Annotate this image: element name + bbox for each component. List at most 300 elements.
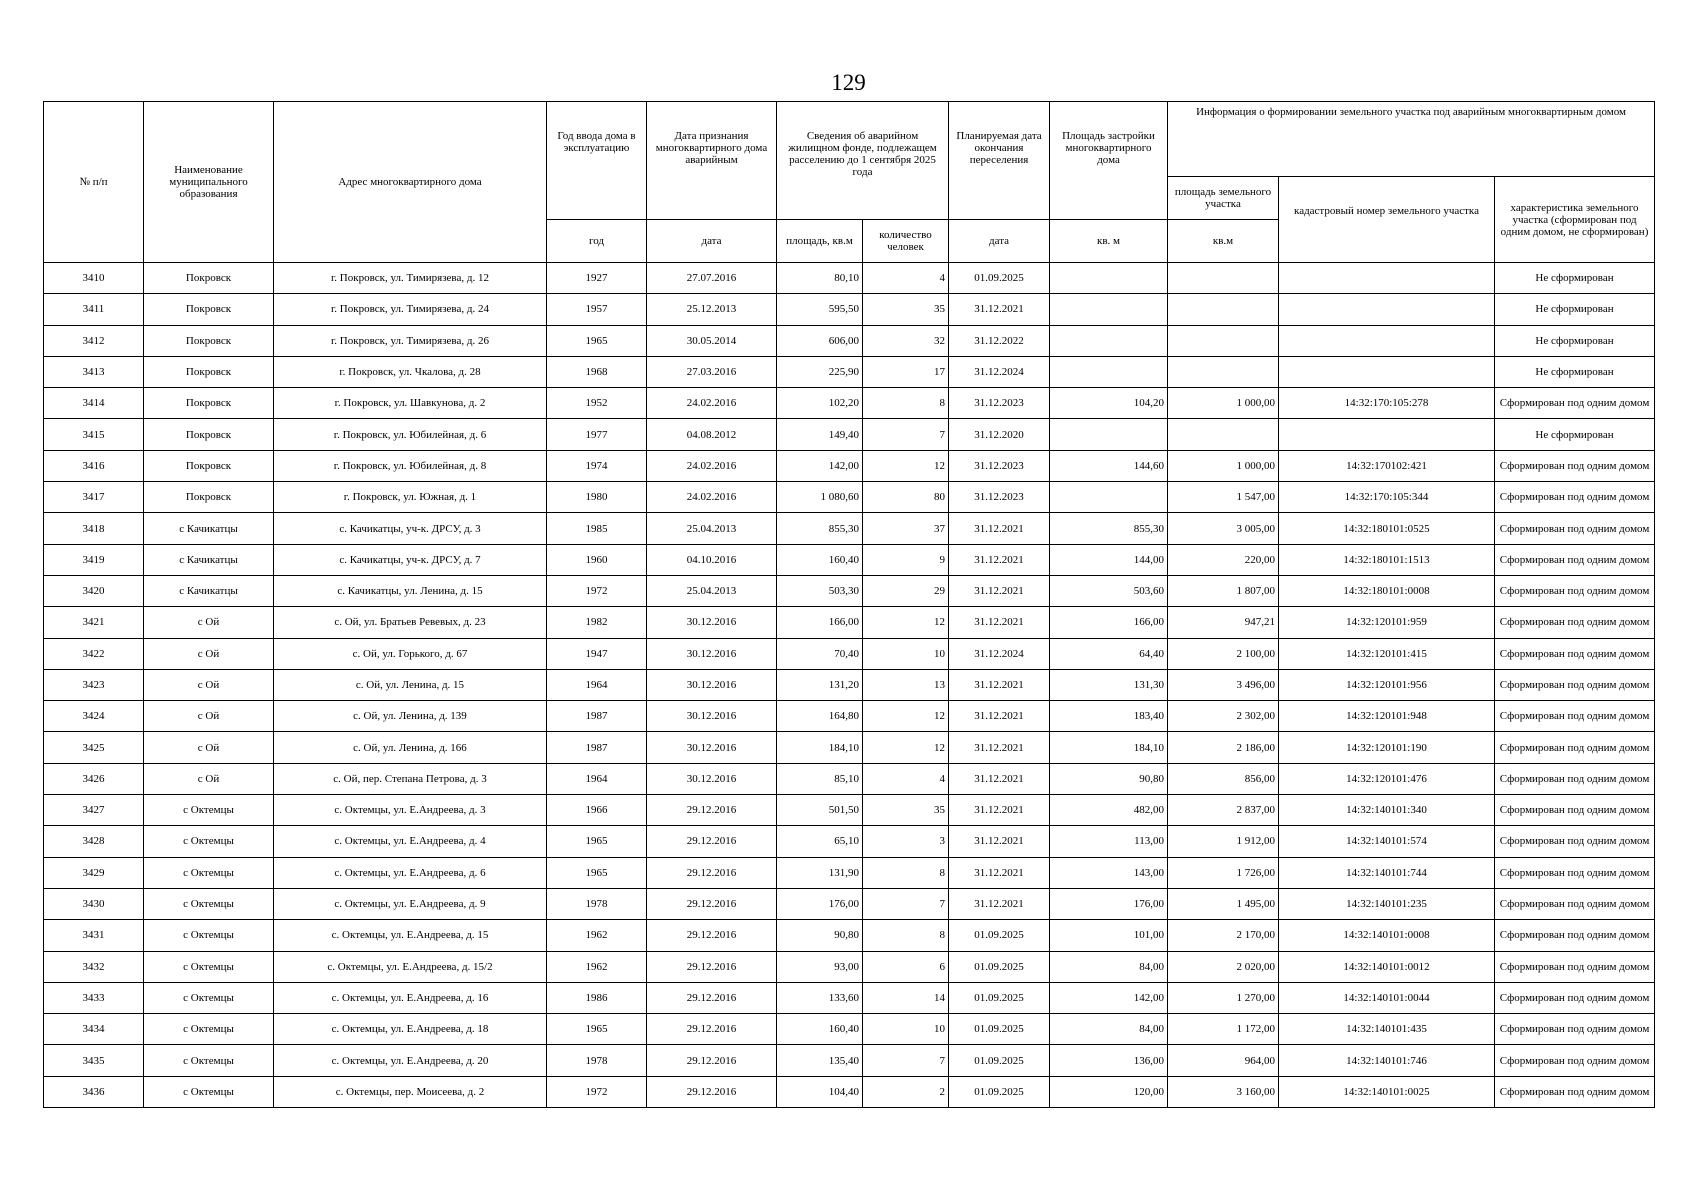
cell-people: 12 xyxy=(863,701,949,732)
cell-year: 1927 xyxy=(547,263,647,294)
cell-date: 25.04.2013 xyxy=(647,513,777,544)
cell-people: 12 xyxy=(863,450,949,481)
cell-people: 35 xyxy=(863,294,949,325)
cell-date: 27.03.2016 xyxy=(647,356,777,387)
cell-year: 1978 xyxy=(547,1045,647,1076)
cell-land-area xyxy=(1168,294,1279,325)
cell-date: 29.12.2016 xyxy=(647,1014,777,1045)
cell-cadastral: 14:32:120101:959 xyxy=(1279,607,1495,638)
cell-cadastral: 14:32:180101:0525 xyxy=(1279,513,1495,544)
cell-planned: 31.12.2021 xyxy=(949,669,1050,700)
cell-area: 93,00 xyxy=(777,951,863,982)
cell-no: 3423 xyxy=(44,669,144,700)
cell-planned: 31.12.2024 xyxy=(949,356,1050,387)
cell-land-area xyxy=(1168,419,1279,450)
cell-characteristic: Сформирован под одним домом xyxy=(1495,1076,1655,1107)
cell-address: с. Ой, ул. Горького, д. 67 xyxy=(274,638,547,669)
cell-municipality: с Октемцы xyxy=(144,920,274,951)
cell-address: с. Октемцы, ул. Е.Андреева, д. 4 xyxy=(274,826,547,857)
cell-planned: 01.09.2025 xyxy=(949,1045,1050,1076)
cell-no: 3421 xyxy=(44,607,144,638)
cell-characteristic: Сформирован под одним домом xyxy=(1495,982,1655,1013)
cell-address: с. Октемцы, ул. Е.Андреева, д. 6 xyxy=(274,857,547,888)
cell-address: с. Качикатцы, ул. Ленина, д. 15 xyxy=(274,575,547,606)
cell-characteristic: Сформирован под одним домом xyxy=(1495,888,1655,919)
cell-people: 7 xyxy=(863,1045,949,1076)
cell-planned: 31.12.2023 xyxy=(949,450,1050,481)
cell-cadastral: 14:32:170102:421 xyxy=(1279,450,1495,481)
cell-cadastral: 14:32:120101:415 xyxy=(1279,638,1495,669)
cell-no: 3412 xyxy=(44,325,144,356)
header-planned-date: Планируемая дата окончания переселения xyxy=(949,102,1050,220)
emergency-housing-table xyxy=(43,101,1655,1108)
cell-address: с. Октемцы, ул. Е.Андреева, д. 20 xyxy=(274,1045,547,1076)
cell-land-area: 1 547,00 xyxy=(1168,482,1279,513)
cell-date: 25.04.2013 xyxy=(647,575,777,606)
cell-address: с. Октемцы, ул. Е.Андреева, д. 3 xyxy=(274,795,547,826)
cell-date: 29.12.2016 xyxy=(647,1076,777,1107)
cell-land-area xyxy=(1168,356,1279,387)
cell-building-area: 482,00 xyxy=(1050,795,1168,826)
table-row xyxy=(44,325,1655,356)
cell-building-area xyxy=(1050,419,1168,450)
cell-land-area: 2 100,00 xyxy=(1168,638,1279,669)
cell-building-area: 144,00 xyxy=(1050,544,1168,575)
cell-municipality: с Ой xyxy=(144,701,274,732)
cell-address: с. Ой, пер. Степана Петрова, д. 3 xyxy=(274,763,547,794)
cell-no: 3427 xyxy=(44,795,144,826)
header-year-built: Год ввода дома в эксплуатацию xyxy=(547,102,647,220)
cell-municipality: Покровск xyxy=(144,325,274,356)
table-row xyxy=(44,450,1655,481)
cell-building-area xyxy=(1050,482,1168,513)
cell-date: 24.02.2016 xyxy=(647,450,777,481)
cell-people: 10 xyxy=(863,1014,949,1045)
cell-people: 4 xyxy=(863,763,949,794)
cell-planned: 31.12.2021 xyxy=(949,795,1050,826)
cell-year: 1980 xyxy=(547,482,647,513)
cell-area: 503,30 xyxy=(777,575,863,606)
cell-building-area: 64,40 xyxy=(1050,638,1168,669)
cell-characteristic: Сформирован под одним домом xyxy=(1495,544,1655,575)
cell-building-area: 84,00 xyxy=(1050,1014,1168,1045)
cell-cadastral: 14:32:120101:190 xyxy=(1279,732,1495,763)
cell-building-area: 184,10 xyxy=(1050,732,1168,763)
cell-municipality: с Октемцы xyxy=(144,1014,274,1045)
cell-land-area: 2 186,00 xyxy=(1168,732,1279,763)
cell-year: 1974 xyxy=(547,450,647,481)
cell-municipality: с Ой xyxy=(144,732,274,763)
cell-no: 3431 xyxy=(44,920,144,951)
cell-year: 1965 xyxy=(547,826,647,857)
header-land-info: Информация о формировании земельного участка под аварийным многоквартирным домом xyxy=(1168,102,1655,177)
cell-cadastral: 14:32:180101:0008 xyxy=(1279,575,1495,606)
cell-planned: 01.09.2025 xyxy=(949,1076,1050,1107)
cell-building-area: 131,30 xyxy=(1050,669,1168,700)
cell-cadastral: 14:32:140101:0008 xyxy=(1279,920,1495,951)
table-header xyxy=(44,102,1655,263)
cell-municipality: с Качикатцы xyxy=(144,513,274,544)
cell-area: 133,60 xyxy=(777,982,863,1013)
cell-date: 30.12.2016 xyxy=(647,607,777,638)
cell-planned: 01.09.2025 xyxy=(949,982,1050,1013)
cell-year: 1960 xyxy=(547,544,647,575)
cell-date: 30.12.2016 xyxy=(647,763,777,794)
cell-area: 135,40 xyxy=(777,1045,863,1076)
cell-people: 37 xyxy=(863,513,949,544)
cell-area: 85,10 xyxy=(777,763,863,794)
cell-planned: 31.12.2020 xyxy=(949,419,1050,450)
cell-area: 1 080,60 xyxy=(777,482,863,513)
cell-planned: 31.12.2021 xyxy=(949,732,1050,763)
cell-people: 8 xyxy=(863,920,949,951)
cell-characteristic: Не сформирован xyxy=(1495,263,1655,294)
cell-building-area: 855,30 xyxy=(1050,513,1168,544)
cell-year: 1965 xyxy=(547,857,647,888)
cell-year: 1968 xyxy=(547,356,647,387)
cell-area: 102,20 xyxy=(777,388,863,419)
cell-land-area: 1 000,00 xyxy=(1168,450,1279,481)
cell-cadastral xyxy=(1279,356,1495,387)
cell-municipality: Покровск xyxy=(144,450,274,481)
cell-year: 1977 xyxy=(547,419,647,450)
cell-characteristic: Не сформирован xyxy=(1495,419,1655,450)
cell-land-area: 947,21 xyxy=(1168,607,1279,638)
cell-date: 24.02.2016 xyxy=(647,388,777,419)
header-date-emergency: Дата признания многоквартирного дома аварийным xyxy=(647,102,777,220)
cell-year: 1972 xyxy=(547,575,647,606)
cell-no: 3411 xyxy=(44,294,144,325)
header-unit-kvm2: кв.м xyxy=(1168,220,1279,263)
cell-land-area: 2 170,00 xyxy=(1168,920,1279,951)
cell-land-area: 3 005,00 xyxy=(1168,513,1279,544)
cell-people: 7 xyxy=(863,888,949,919)
cell-building-area: 176,00 xyxy=(1050,888,1168,919)
table-row xyxy=(44,826,1655,857)
table-row xyxy=(44,638,1655,669)
cell-characteristic: Сформирован под одним домом xyxy=(1495,513,1655,544)
cell-address: с. Октемцы, ул. Е.Андреева, д. 15 xyxy=(274,920,547,951)
cell-cadastral: 14:32:140101:0025 xyxy=(1279,1076,1495,1107)
cell-no: 3422 xyxy=(44,638,144,669)
cell-address: с. Октемцы, ул. Е.Андреева, д. 15/2 xyxy=(274,951,547,982)
cell-address: г. Покровск, ул. Шавкунова, д. 2 xyxy=(274,388,547,419)
cell-date: 29.12.2016 xyxy=(647,826,777,857)
cell-people: 6 xyxy=(863,951,949,982)
cell-no: 3410 xyxy=(44,263,144,294)
cell-land-area: 220,00 xyxy=(1168,544,1279,575)
cell-date: 29.12.2016 xyxy=(647,857,777,888)
cell-area: 606,00 xyxy=(777,325,863,356)
cell-building-area: 503,60 xyxy=(1050,575,1168,606)
cell-characteristic: Не сформирован xyxy=(1495,356,1655,387)
cell-characteristic: Сформирован под одним домом xyxy=(1495,575,1655,606)
cell-no: 3433 xyxy=(44,982,144,1013)
cell-building-area xyxy=(1050,325,1168,356)
cell-cadastral: 14:32:120101:476 xyxy=(1279,763,1495,794)
cell-address: с. Качикатцы, уч-к. ДРСУ, д. 7 xyxy=(274,544,547,575)
cell-cadastral: 14:32:140101:435 xyxy=(1279,1014,1495,1045)
cell-address: с. Качикатцы, уч-к. ДРСУ, д. 3 xyxy=(274,513,547,544)
cell-municipality: с Ой xyxy=(144,638,274,669)
header-unit-year: год xyxy=(547,220,647,263)
cell-area: 131,20 xyxy=(777,669,863,700)
cell-building-area: 104,20 xyxy=(1050,388,1168,419)
cell-characteristic: Сформирован под одним домом xyxy=(1495,951,1655,982)
cell-year: 1986 xyxy=(547,982,647,1013)
cell-land-area: 1 807,00 xyxy=(1168,575,1279,606)
cell-cadastral: 14:32:170:105:344 xyxy=(1279,482,1495,513)
table-row xyxy=(44,920,1655,951)
cell-land-area: 2 837,00 xyxy=(1168,795,1279,826)
cell-characteristic: Не сформирован xyxy=(1495,294,1655,325)
cell-characteristic: Не сформирован xyxy=(1495,325,1655,356)
header-cadastral: кадастровый номер земельного участка xyxy=(1279,177,1495,263)
header-address: Адрес многоквартирного дома xyxy=(274,102,547,263)
cell-address: г. Покровск, ул. Юбилейная, д. 6 xyxy=(274,419,547,450)
cell-no: 3425 xyxy=(44,732,144,763)
cell-address: с. Ой, ул. Ленина, д. 15 xyxy=(274,669,547,700)
cell-municipality: с Качикатцы xyxy=(144,575,274,606)
cell-building-area: 84,00 xyxy=(1050,951,1168,982)
cell-cadastral: 14:32:140101:574 xyxy=(1279,826,1495,857)
cell-building-area: 136,00 xyxy=(1050,1045,1168,1076)
cell-characteristic: Сформирован под одним домом xyxy=(1495,450,1655,481)
cell-land-area: 1 000,00 xyxy=(1168,388,1279,419)
cell-cadastral xyxy=(1279,419,1495,450)
cell-year: 1965 xyxy=(547,325,647,356)
cell-area: 184,10 xyxy=(777,732,863,763)
cell-building-area: 166,00 xyxy=(1050,607,1168,638)
cell-people: 80 xyxy=(863,482,949,513)
cell-year: 1987 xyxy=(547,701,647,732)
cell-year: 1966 xyxy=(547,795,647,826)
cell-cadastral: 14:32:180101:1513 xyxy=(1279,544,1495,575)
cell-area: 80,10 xyxy=(777,263,863,294)
cell-municipality: Покровск xyxy=(144,482,274,513)
header-unit-date: дата xyxy=(647,220,777,263)
cell-cadastral: 14:32:140101:746 xyxy=(1279,1045,1495,1076)
cell-date: 04.08.2012 xyxy=(647,419,777,450)
cell-planned: 31.12.2021 xyxy=(949,857,1050,888)
cell-land-area: 1 495,00 xyxy=(1168,888,1279,919)
table-row xyxy=(44,1045,1655,1076)
cell-planned: 31.12.2023 xyxy=(949,482,1050,513)
cell-no: 3430 xyxy=(44,888,144,919)
cell-area: 70,40 xyxy=(777,638,863,669)
cell-planned: 01.09.2025 xyxy=(949,263,1050,294)
cell-address: г. Покровск, ул. Тимирязева, д. 12 xyxy=(274,263,547,294)
cell-municipality: с Октемцы xyxy=(144,857,274,888)
cell-year: 1962 xyxy=(547,951,647,982)
cell-planned: 31.12.2021 xyxy=(949,607,1050,638)
cell-no: 3418 xyxy=(44,513,144,544)
cell-municipality: с Ой xyxy=(144,763,274,794)
cell-land-area: 2 020,00 xyxy=(1168,951,1279,982)
cell-municipality: Покровск xyxy=(144,388,274,419)
cell-people: 12 xyxy=(863,732,949,763)
cell-year: 1962 xyxy=(547,920,647,951)
cell-date: 29.12.2016 xyxy=(647,795,777,826)
cell-area: 65,10 xyxy=(777,826,863,857)
cell-no: 3434 xyxy=(44,1014,144,1045)
cell-year: 1972 xyxy=(547,1076,647,1107)
cell-land-area: 1 726,00 xyxy=(1168,857,1279,888)
table-row xyxy=(44,575,1655,606)
cell-date: 30.12.2016 xyxy=(647,638,777,669)
cell-planned: 31.12.2022 xyxy=(949,325,1050,356)
cell-land-area: 3 160,00 xyxy=(1168,1076,1279,1107)
cell-date: 24.02.2016 xyxy=(647,482,777,513)
cell-date: 27.07.2016 xyxy=(647,263,777,294)
header-housing-info: Сведения об аварийном жилищном фонде, подлежащем расселению до 1 сентября 2025 года xyxy=(777,102,949,220)
table-row xyxy=(44,888,1655,919)
cell-address: с. Октемцы, пер. Моисеева, д. 2 xyxy=(274,1076,547,1107)
cell-building-area xyxy=(1050,356,1168,387)
cell-land-area: 3 496,00 xyxy=(1168,669,1279,700)
table-row xyxy=(44,263,1655,294)
cell-date: 29.12.2016 xyxy=(647,951,777,982)
cell-people: 14 xyxy=(863,982,949,1013)
cell-planned: 01.09.2025 xyxy=(949,951,1050,982)
cell-municipality: с Октемцы xyxy=(144,1076,274,1107)
cell-municipality: с Октемцы xyxy=(144,951,274,982)
cell-land-area: 1 270,00 xyxy=(1168,982,1279,1013)
cell-planned: 31.12.2021 xyxy=(949,544,1050,575)
cell-cadastral: 14:32:120101:956 xyxy=(1279,669,1495,700)
cell-no: 3435 xyxy=(44,1045,144,1076)
cell-characteristic: Сформирован под одним домом xyxy=(1495,857,1655,888)
cell-date: 29.12.2016 xyxy=(647,920,777,951)
page-number: 129 xyxy=(831,70,866,95)
cell-people: 12 xyxy=(863,607,949,638)
cell-planned: 01.09.2025 xyxy=(949,1014,1050,1045)
cell-date: 30.12.2016 xyxy=(647,701,777,732)
cell-building-area xyxy=(1050,263,1168,294)
header-unit-people: количество человек xyxy=(863,220,949,263)
cell-address: г. Покровск, ул. Тимирязева, д. 24 xyxy=(274,294,547,325)
cell-date: 29.12.2016 xyxy=(647,888,777,919)
cell-date: 30.12.2016 xyxy=(647,732,777,763)
cell-building-area: 113,00 xyxy=(1050,826,1168,857)
table-row xyxy=(44,513,1655,544)
cell-address: с. Октемцы, ул. Е.Андреева, д. 18 xyxy=(274,1014,547,1045)
cell-address: г. Покровск, ул. Юбилейная, д. 8 xyxy=(274,450,547,481)
cell-people: 2 xyxy=(863,1076,949,1107)
cell-area: 131,90 xyxy=(777,857,863,888)
cell-land-area: 1 172,00 xyxy=(1168,1014,1279,1045)
cell-people: 17 xyxy=(863,356,949,387)
table-row xyxy=(44,419,1655,450)
cell-municipality: с Качикатцы xyxy=(144,544,274,575)
cell-cadastral xyxy=(1279,263,1495,294)
cell-cadastral: 14:32:120101:948 xyxy=(1279,701,1495,732)
cell-cadastral: 14:32:140101:235 xyxy=(1279,888,1495,919)
cell-no: 3420 xyxy=(44,575,144,606)
cell-planned: 31.12.2023 xyxy=(949,388,1050,419)
cell-planned: 31.12.2021 xyxy=(949,888,1050,919)
cell-area: 160,40 xyxy=(777,544,863,575)
cell-building-area: 101,00 xyxy=(1050,920,1168,951)
cell-address: г. Покровск, ул. Южная, д. 1 xyxy=(274,482,547,513)
cell-year: 1985 xyxy=(547,513,647,544)
cell-cadastral xyxy=(1279,294,1495,325)
cell-people: 8 xyxy=(863,857,949,888)
cell-characteristic: Сформирован под одним домом xyxy=(1495,763,1655,794)
cell-planned: 31.12.2021 xyxy=(949,513,1050,544)
cell-characteristic: Сформирован под одним домом xyxy=(1495,388,1655,419)
header-unit-kvm: кв. м xyxy=(1050,220,1168,263)
table-row xyxy=(44,982,1655,1013)
cell-building-area: 143,00 xyxy=(1050,857,1168,888)
cell-characteristic: Сформирован под одним домом xyxy=(1495,920,1655,951)
cell-address: г. Покровск, ул. Чкалова, д. 28 xyxy=(274,356,547,387)
header-no: № п/п xyxy=(44,102,144,263)
cell-no: 3419 xyxy=(44,544,144,575)
cell-date: 30.12.2016 xyxy=(647,669,777,700)
cell-area: 160,40 xyxy=(777,1014,863,1045)
cell-area: 855,30 xyxy=(777,513,863,544)
cell-area: 595,50 xyxy=(777,294,863,325)
cell-building-area: 183,40 xyxy=(1050,701,1168,732)
cell-cadastral: 14:32:140101:744 xyxy=(1279,857,1495,888)
cell-year: 1978 xyxy=(547,888,647,919)
cell-characteristic: Сформирован под одним домом xyxy=(1495,669,1655,700)
cell-municipality: с Октемцы xyxy=(144,826,274,857)
table-row xyxy=(44,732,1655,763)
cell-address: с. Октемцы, ул. Е.Андреева, д. 16 xyxy=(274,982,547,1013)
cell-people: 10 xyxy=(863,638,949,669)
cell-no: 3416 xyxy=(44,450,144,481)
cell-land-area xyxy=(1168,263,1279,294)
cell-characteristic: Сформирован под одним домом xyxy=(1495,826,1655,857)
cell-no: 3428 xyxy=(44,826,144,857)
cell-no: 3413 xyxy=(44,356,144,387)
table-row xyxy=(44,1076,1655,1107)
cell-land-area: 964,00 xyxy=(1168,1045,1279,1076)
cell-municipality: с Октемцы xyxy=(144,888,274,919)
cell-people: 3 xyxy=(863,826,949,857)
cell-building-area xyxy=(1050,294,1168,325)
cell-characteristic: Сформирован под одним домом xyxy=(1495,1045,1655,1076)
header-characteristic: характеристика земельного участка (сформирован под одним домом, не сформирован) xyxy=(1495,177,1655,263)
cell-characteristic: Сформирован под одним домом xyxy=(1495,1014,1655,1045)
cell-people: 9 xyxy=(863,544,949,575)
header-unit-area: площадь, кв.м xyxy=(777,220,863,263)
table-row xyxy=(44,1014,1655,1045)
cell-address: г. Покровск, ул. Тимирязева, д. 26 xyxy=(274,325,547,356)
cell-area: 90,80 xyxy=(777,920,863,951)
table-row xyxy=(44,482,1655,513)
cell-planned: 31.12.2021 xyxy=(949,763,1050,794)
cell-building-area: 120,00 xyxy=(1050,1076,1168,1107)
cell-people: 29 xyxy=(863,575,949,606)
cell-address: с. Октемцы, ул. Е.Андреева, д. 9 xyxy=(274,888,547,919)
cell-year: 1964 xyxy=(547,763,647,794)
cell-no: 3417 xyxy=(44,482,144,513)
cell-address: с. Ой, ул. Ленина, д. 166 xyxy=(274,732,547,763)
cell-address: с. Ой, ул. Ленина, д. 139 xyxy=(274,701,547,732)
cell-area: 149,40 xyxy=(777,419,863,450)
cell-address: с. Ой, ул. Братьев Ревевых, д. 23 xyxy=(274,607,547,638)
cell-year: 1952 xyxy=(547,388,647,419)
cell-area: 225,90 xyxy=(777,356,863,387)
cell-planned: 31.12.2021 xyxy=(949,826,1050,857)
cell-cadastral: 14:32:140101:340 xyxy=(1279,795,1495,826)
cell-characteristic: Сформирован под одним домом xyxy=(1495,482,1655,513)
table-row xyxy=(44,857,1655,888)
cell-planned: 31.12.2024 xyxy=(949,638,1050,669)
